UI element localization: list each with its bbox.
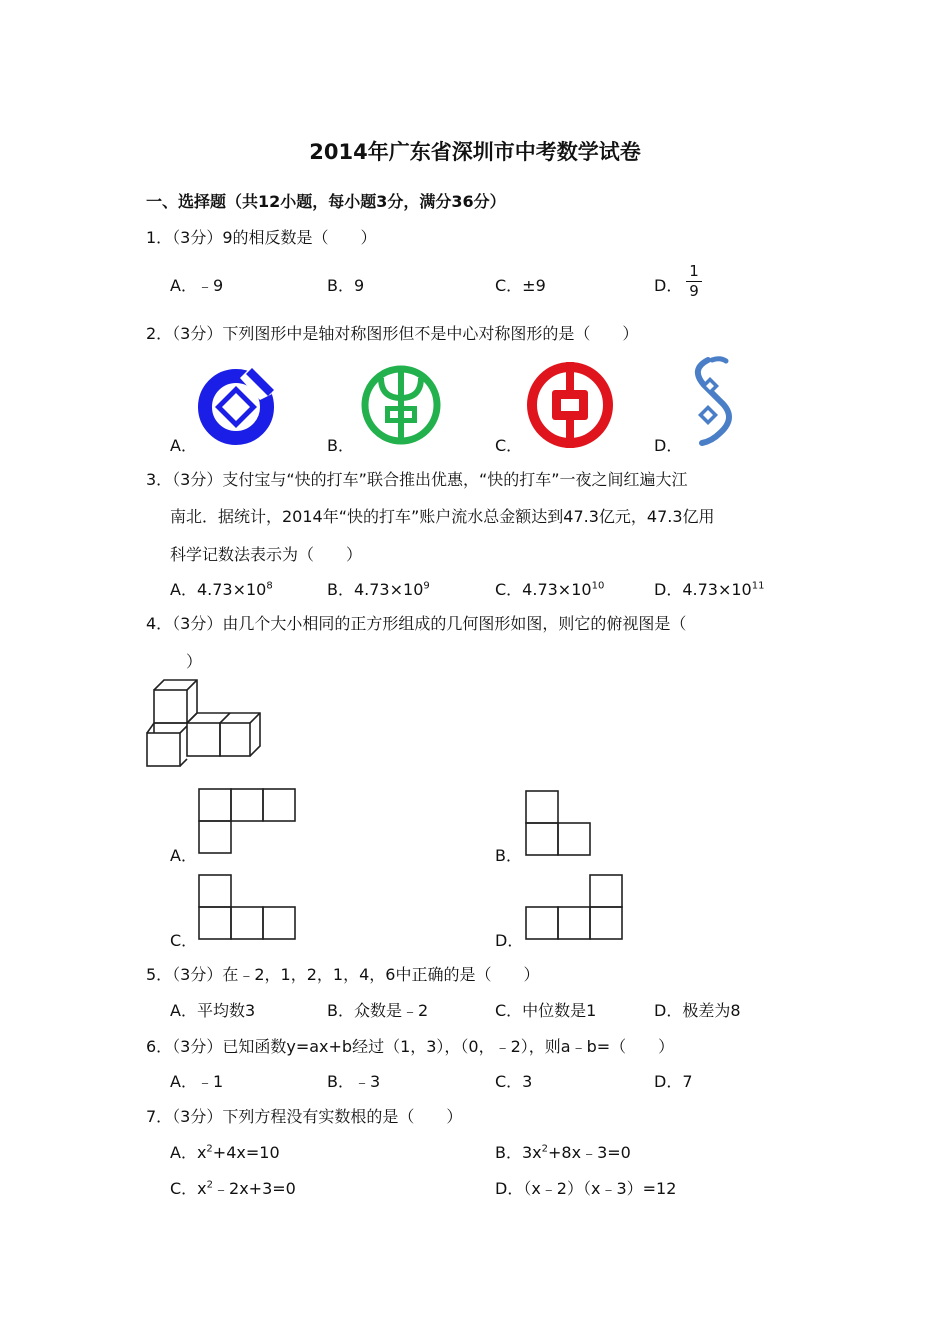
q3-a-exponent: 8 [266,580,273,592]
q7-a-pre: A．x [170,1143,207,1162]
q3-b-exponent: 9 [423,580,430,592]
q7-option-c [170,1176,296,1199]
q7-c-post: ﹣2x+3=0 [213,1179,296,1198]
q6-option-d: D．7 [654,1072,693,1091]
q1-fraction [686,263,702,300]
q2-option-c: C． [495,436,523,455]
q1-option-d: D． [654,276,683,295]
q3-c-exponent: 10 [591,580,605,592]
q7-option-b [495,1140,631,1163]
q6-option-c: C．3 [495,1072,533,1091]
q4-option-c: C． [170,931,198,950]
question-3-line-1: 3．（3分）支付宝与“快的打车”联合推出优惠，“快的打车”一夜之间红遍大江 [146,470,688,489]
q6-option-b: B．﹣3 [327,1072,381,1091]
section-heading: 一、选择题（共12小题，每小题3分，满分36分） [146,192,506,211]
q3-option-d [654,577,764,600]
q5-option-a: A．平均数3 [170,1001,256,1020]
q5-option-b: B．众数是﹣2 [327,1001,429,1020]
question-5-stem: 5．（3分）在﹣2，1，2，1，4，6中正确的是（ ） [146,965,540,984]
question-6-stem: 6．（3分）已知函数y=ax+b经过（1，3），（0，﹣2），则a﹣b=（ ） [146,1037,675,1056]
q3-option-a [170,577,273,600]
q1-option-a: A．﹣9 [170,276,224,295]
q7-option-d: D．（x﹣2）（x﹣3）=12 [495,1179,677,1198]
question-7-stem: 7．（3分）下列方程没有实数根的是（ ） [146,1107,463,1126]
q7-option-a [170,1140,280,1163]
question-3-line-3: 科学记数法表示为（ ） [170,545,363,564]
q3-option-b [327,577,430,600]
logo-d-icon [686,355,742,449]
q3-d-text: D．4.73×10 [654,580,752,599]
question-2-stem: 2．（3分）下列图形中是轴对称图形但不是中心对称图形的是（ ） [146,324,639,343]
q3-a-text: A．4.73×10 [170,580,267,599]
question-4-line-1: 4．（3分）由几个大小相同的正方形组成的几何图形如图，则它的俯视图是（ [146,614,687,633]
question-1-stem: 1．（3分）9的相反数是（ ） [146,228,377,247]
logo-a-icon [198,362,278,448]
q6-option-a: A．﹣1 [170,1072,224,1091]
fraction-denominator: 9 [689,282,699,300]
q2-option-d: D． [654,436,683,455]
q1-option-b: B．9 [327,276,365,295]
q4-figure-a [198,788,298,856]
q5-option-d: D．极差为8 [654,1001,741,1020]
q3-option-c [495,577,604,600]
q3-c-text: C．4.73×10 [495,580,592,599]
logo-b-icon [358,362,444,448]
q7-a-exponent: 2 [206,1143,213,1155]
q7-c-pre: C．x [170,1179,207,1198]
q4-figure-d [525,874,625,942]
q4-option-b: B． [495,846,522,865]
q1-option-c: C．±9 [495,276,546,295]
fraction-numerator: 1 [689,262,699,280]
q5-option-c: C．中位数是1 [495,1001,597,1020]
q7-b-post: +8x﹣3=0 [548,1143,631,1162]
q3-d-exponent: 11 [751,580,765,592]
q4-figure-c [198,874,298,942]
q4-option-a: A． [170,846,197,865]
q2-option-b: B． [327,436,354,455]
q3-b-text: B．4.73×10 [327,580,424,599]
q4-figure-b [525,790,593,858]
q7-b-exponent: 2 [541,1143,549,1155]
q2-option-a: A． [170,436,197,455]
cube-figure [144,678,264,770]
question-3-line-2: 南北．据统计，2014年“快的打车”账户流水总金额达到47.3亿元，47.3亿用 [170,507,715,526]
logo-c-icon [525,360,615,450]
q7-b-pre: B．3x [495,1143,542,1162]
question-4-line-2: ） [186,652,203,671]
page-title: 2014年广东省深圳市中考数学试卷 [309,140,641,164]
q7-a-post: +4x=10 [212,1143,280,1162]
q4-option-d: D． [495,931,524,950]
q7-c-exponent: 2 [206,1179,214,1191]
